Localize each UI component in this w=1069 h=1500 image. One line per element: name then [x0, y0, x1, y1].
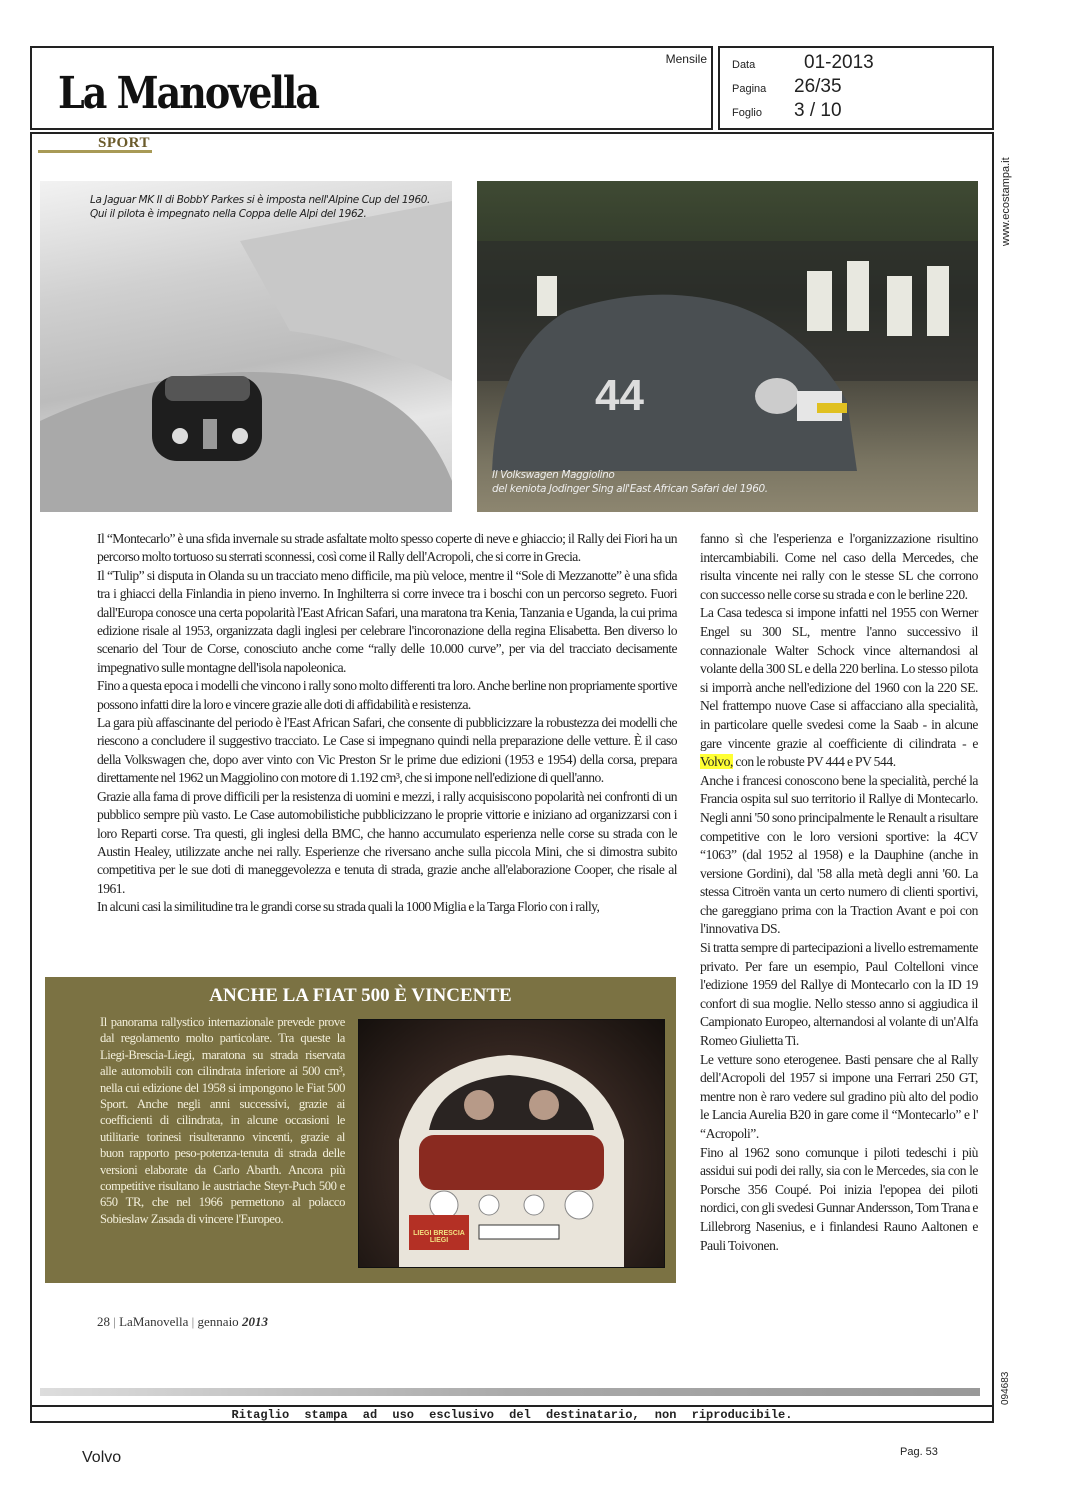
document-page: Pag. 53 [900, 1446, 938, 1458]
rally-plate-label: LIEGI BRESCIA LIEGI [413, 1230, 465, 1244]
article-right-column [700, 530, 978, 1255]
paragraph: Grazie alla fama di prove difficili per la resistenza di uomini e mezzi, i rally acquisiscono popolarità nei confronti di un pubblico sempre più vasto. Le Case automobilistiche pubblicizzano le proprie vittorie e iniziano ad organizzarsi con i loro Reparti corse. Tra questi, gli inglesi della BMC, che hanno accumulato esperienza nelle corse su strada con le Austin Healey, utilizzate anche nei rally. Esperienze che riversano anche sulla piccola Mini, che si dimostra subito competitiva per le sue doti di maneggevolezza e tenuta di strada, grazie anche all'elaborazione Cooper, che risale al 1961. [97, 788, 677, 896]
logo: La Manovella [58, 66, 318, 119]
paragraph: Fino al 1962 sono comunque i piloti tedeschi i più assidui sui podi dei rally, sia con le Mercedes, sia con le Porsche 356 Coupé. Poi inizia l'epopea dei piloti nordici, con gli svedesi Gunnar Andersson, Tom Trana e Lillebrorg Nasenius, e i finlandesi Rauno Aaltonen e Pauli Toivonen. [700, 1144, 978, 1253]
page-footer: 28 | LaManovella | gennaio 2013 [97, 1314, 268, 1329]
date-row [732, 52, 874, 74]
car-number: 44 [595, 371, 644, 420]
paragraph: Anche i francesi conoscono bene la specialità, perché la Francia ospita sul suo territorio il Rallye di Montecarlo. Negli anni '50 sono principalmente le Renault a risultare competitive con le loro versioni sportive: la 4CV “1063” (dal 1952 al 1958) e la Dauphine (anche in versione Gordini), dal '58 alla metà degli anni '60. La stessa Citroën vanta un certo numero di clienti sportivi, che gareggiano prima con la Traction Avant e poi con l'innovativa DS. [700, 772, 978, 937]
sheet-label: Foglio [732, 107, 762, 119]
photo-volkswagen [477, 181, 978, 512]
sidebox-title: ANCHE LA FIAT 500 È VINCENTE [209, 985, 512, 1006]
paragraph [700, 604, 978, 771]
sidebox-text: Il panorama rallystico internazionale prevede prove dal regolamento molto particolare. Tra queste la Liegi-Brescia-Liegi, maratona su strada riservata alle automobili con cilindrata inferiore ai 500 cm³, nella cui edizione del 1958 si impongono le Fiat 500 Sport. Anche negli anni successivi, grazie ai coefficienti di cilindrata, in alcune occasioni le utilitarie torinesi risulteranno vincenti, grazie al buon rapporto peso-potenza-tenuta di strada delle versioni elaborate da Carlo Abarth. Ancora più competitive risultano le austriache Steyr-Puch 500 e 650 TR, che nel 1966 permettono al polacco Sobieslaw Zasada di vincere l'Europeo. [100, 1015, 345, 1226]
sheet-row [732, 100, 842, 122]
section-label: SPORT [98, 135, 150, 151]
frequency: Mensile [665, 52, 707, 66]
caption-line: del keniota Jodinger Sing all'East African Safari del 1960. [492, 483, 768, 495]
issue-year: 2013 [241, 1314, 268, 1329]
paragraph: Il “Tulip” si disputa in Olanda su un tracciato meno difficile, ma più veloce, mentre il “Sole di Mezzanotte” è una sfida tra i ghiacci della Finlandia in pieno inverno. In Inghilterra si corre invece tra i boschi con un percorso segreto. Fuori dall'Europa conosce una certa popolarità l'East African Safari, una maratona tra Kenia, Tanzania e Uganda, la cui prima edizione risale al 1953, organizzata dagli inglesi per celebrare l'incoronazione della regina Elisabetta. Ben diverso lo scenario del Tour de Corse, conosciuto anche come “rally delle 10.000 curve”, per via del tracciato decisamente impegnativo sulle montagne dell'isola napoleonica. [97, 567, 677, 675]
page-value: 26/35 [794, 76, 842, 97]
paragraph: In alcuni casi la similitudine tra le grandi corse su strada quali la 1000 Miglia e la Targa Florio con i rally, [97, 899, 600, 915]
date-value: 01-2013 [804, 52, 874, 73]
page-row [732, 76, 842, 98]
masthead [30, 46, 713, 130]
paragraph: La gara più affascinante del periodo è l'East African Safari, che consente di pubblicizzare la robustezza dei modelli che riescono a concludere il suggestivo tracciato. Le Case si impegnano quindi nella preparazione delle vetture. È il caso della Volkswagen che, dopo aver vinto con Vic Preston Sr le prime due edizioni (1953 e 1954) della corsa, prepara direttamente nel 1962 un Maggiolino con motore di 1.192 cm³, che si impone nell'edizione di quell'anno. [97, 715, 677, 786]
caption-line: Il Volkswagen Maggiolino [492, 469, 615, 481]
clipping-meta [718, 46, 994, 130]
page-label: Pagina [732, 83, 767, 95]
paragraph: Si tratta sempre di partecipazioni a livello estremamente privato. Per fare un esempio, Paul Coltelloni vince l'edizione 1959 del Rallye di Montecarlo con la ID 19 confort di sua moglie. Nello stesso anno si aggiudica il Campionato Europeo, alternandosi al volante di un'Alfa Romeo Giulietta Ti. [700, 940, 978, 1049]
ecostampa-url: www.ecostampa.it [1000, 157, 1012, 246]
paragraph: Il “Montecarlo” è una sfida invernale su strade asfaltate molto spesso coperte di neve e ghiaccio; il Rally dei Fiori ha un percorso molto tortuoso su sterrati sconnessi, così come il Rally dell'Acropoli, che si corre in Grecia. [97, 531, 677, 565]
photo-caption [492, 468, 768, 496]
photo-caption: La Jaguar MK II di BobbY Parkes si è imposta nell'Alpine Cup del 1960. Qui il pilota è impegnato nella Coppa delle Alpi del 1962. [90, 194, 430, 220]
text: con le robuste PV 444 e PV 544. [732, 754, 896, 770]
page-number: 28 [97, 1314, 110, 1329]
text: La Casa tedesca si impone infatti nel 1955 con Werner Engel su 300 SL, mentre l'anno successivo il connazionale Walter Schock vince alternandosi al volante della 300 SL e della 220 berlina. Lo stesso pilota si imporrà anche nell'edizione del 1960 con la 220 SE. Nel frattempo nuove Case si affacciano alla specialità, in particolare quelle svedesi come la Saab - in alcune gare vincente grazie al coefficiente di cilindrata - e [700, 605, 978, 751]
paragraph: Fino a questa epoca i modelli che vincono i rally sono molto differenti tra loro. Anche berline non propriamente sportive possono infatti dire la loro e vincere grazie alle doti di affidabilità e resistenza. [97, 678, 677, 712]
highlighted-keyword: Volvo, [700, 754, 733, 770]
magazine-name: LaManovella [119, 1314, 189, 1329]
keyword-label: Volvo [82, 1449, 122, 1466]
scan-shadow [40, 1388, 980, 1396]
article-left-column [97, 530, 677, 917]
issue-month: gennaio [197, 1314, 239, 1329]
paragraph: Le vetture sono eterogenee. Basti pensare che al Rally dell'Acropoli del 1957 si impone una Ferrari 250 GT, mentre non è raro vedere sul gradino più alto del podio le Lancia Aurelia B20 in gare come il “Montecarlo” e l' “Acropoli”. [700, 1051, 978, 1141]
sheet-value: 3 / 10 [794, 100, 842, 121]
photo-jaguar [40, 181, 452, 512]
date-label: Data [732, 59, 756, 71]
photo-fiat-500 [358, 1019, 665, 1268]
paragraph: fanno sì che l'esperienza e l'organizzazione risultino intercambiabili. Come nel caso della Mercedes, che risulta vincente nei rally con le stesse SL che corrono con successo nelle corse su strada e con le berline 220. [700, 531, 978, 602]
clipping-code: 094683 [1000, 1371, 1011, 1405]
clipping-notice: Ritaglio stampa ad uso esclusivo del destinatario, non riproducibile. [30, 1405, 994, 1423]
